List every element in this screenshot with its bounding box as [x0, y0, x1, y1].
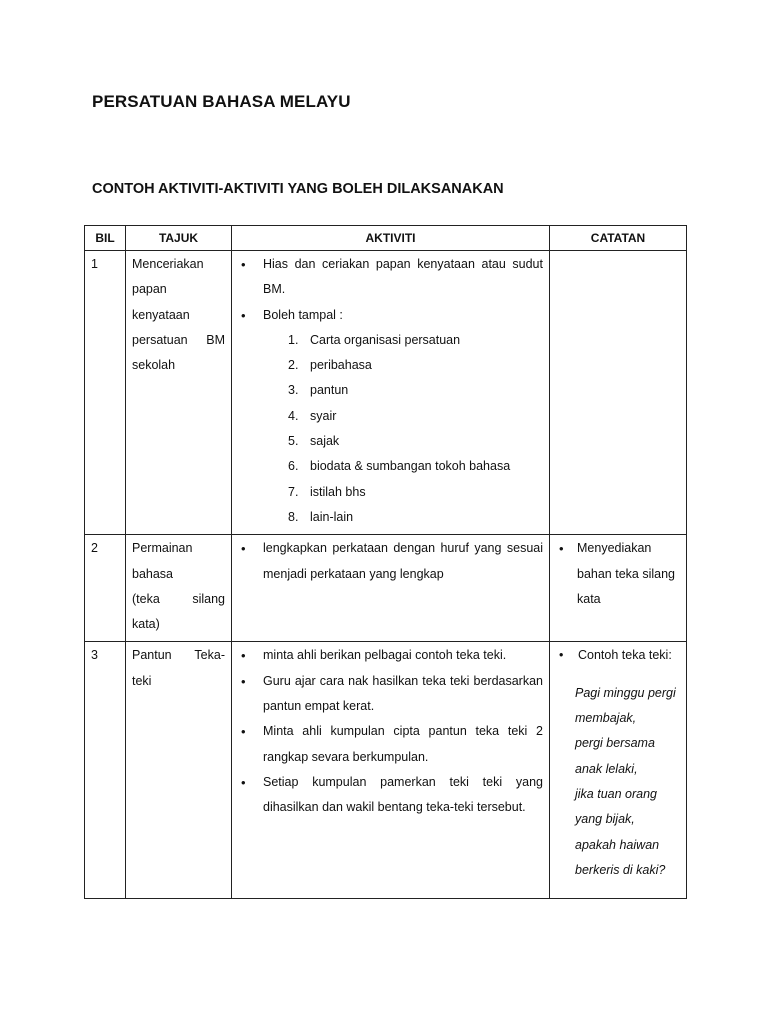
document-subtitle: CONTOH AKTIVITI-AKTIVITI YANG BOLEH DILAKSANAKAN	[92, 181, 504, 197]
item-text: syair	[310, 408, 337, 423]
header-catatan: CATATAN	[550, 226, 687, 251]
cell-tajuk	[126, 535, 232, 642]
poem-line: yang bijak,	[575, 812, 635, 827]
header-tajuk: TAJUK	[126, 226, 232, 251]
list-item	[288, 429, 543, 454]
poem-line: anak lelaki,	[575, 761, 638, 776]
list-item: • Hias dan ceriakan papan kenyataan atau sudut BM.	[238, 252, 543, 303]
cell-tajuk	[126, 642, 232, 899]
bullet-icon: •	[559, 648, 564, 663]
item-number: 3.	[288, 383, 299, 398]
list-item	[288, 454, 543, 479]
cell-bil: 2	[85, 535, 126, 642]
poem-line: pergi bersama	[575, 736, 655, 751]
table-row	[85, 251, 687, 535]
cell-catatan	[550, 535, 687, 642]
item-number: 2.	[288, 358, 299, 373]
cell-aktiviti	[232, 535, 550, 642]
pantun-poem	[556, 681, 680, 883]
list-item: • Minta ahli kumpulan cipta pantun teka teki 2 rangkap sevara berkumpulan.	[238, 719, 543, 770]
cell-catatan	[550, 642, 687, 899]
tajuk-line	[132, 328, 225, 353]
catatan-header-text: Contoh teka teki:	[578, 648, 672, 663]
tajuk-line: (teka silang	[132, 591, 225, 606]
list-item	[288, 353, 543, 378]
tajuk-line: Menceriakan	[132, 257, 204, 271]
document-title: PERSATUAN BAHASA MELAYU	[92, 92, 351, 111]
tajuk-line-text: persatuan BM	[132, 332, 225, 347]
activities-table	[84, 225, 687, 899]
tajuk-line: papan	[132, 282, 167, 297]
item-text: Carta organisasi persatuan	[310, 332, 461, 347]
item-text: pantun	[310, 383, 349, 398]
item-number: 7.	[288, 484, 299, 499]
numbered-list	[238, 328, 543, 530]
catatan-header	[556, 643, 680, 668]
item-text: sajak	[310, 434, 340, 449]
item-number: 8.	[288, 509, 299, 524]
table-row	[85, 642, 687, 899]
aktiviti-list	[238, 252, 543, 328]
item-text: lain-lain	[310, 509, 354, 524]
cell-bil: 1	[85, 251, 126, 535]
list-item	[288, 328, 543, 353]
tajuk-line: sekolah	[132, 358, 176, 373]
cell-aktiviti	[232, 642, 550, 899]
item-number: 5.	[288, 434, 299, 449]
list-item: • Setiap kumpulan pamerkan teki teki yang dihasilkan dan wakil bentang teka-teki tersebut.	[238, 770, 543, 821]
catatan-list	[556, 536, 680, 612]
table-header-row	[85, 226, 687, 251]
aktiviti-list	[238, 536, 543, 587]
poem-line: Pagi minggu pergi	[575, 685, 676, 700]
list-item: • Boleh tampal :	[238, 303, 543, 328]
list-item: • Guru ajar cara nak hasilkan teka teki berdasarkan pantun empat kerat.	[238, 669, 543, 720]
tajuk-line: teki	[132, 673, 152, 688]
item-number: 4.	[288, 408, 299, 423]
list-item: • Menyediakan bahan teka silang kata	[556, 536, 680, 612]
aktiviti-list	[238, 643, 543, 820]
tajuk-line: Pantun Teka-	[132, 648, 225, 663]
tajuk-line: kenyataan	[132, 307, 190, 322]
table-row	[85, 535, 687, 642]
poem-line: jika tuan orang	[575, 786, 658, 801]
item-text: istilah bhs	[310, 484, 366, 499]
list-item: • lengkapkan perkataan dengan huruf yang sesuai menjadi perkataan yang lengkap	[238, 536, 543, 587]
list-item: • minta ahli berikan pelbagai contoh teka teki.	[238, 643, 543, 668]
item-text: peribahasa	[310, 358, 372, 373]
item-number: 6.	[288, 459, 299, 474]
tajuk-line: bahasa	[132, 566, 174, 581]
cell-bil: 3	[85, 642, 126, 899]
header-bil: BIL	[85, 226, 126, 251]
item-text: biodata & sumbangan tokoh bahasa	[310, 459, 511, 474]
cell-aktiviti	[232, 251, 550, 535]
tajuk-line: Permainan	[132, 541, 193, 556]
cell-tajuk	[126, 251, 232, 535]
list-item	[288, 480, 543, 505]
list-item	[288, 505, 543, 530]
list-item	[288, 378, 543, 403]
cell-catatan	[550, 251, 687, 535]
tajuk-line: kata)	[132, 617, 160, 632]
header-aktiviti: AKTIVITI	[232, 226, 550, 251]
poem-line: berkeris di kaki?	[575, 862, 666, 877]
list-item	[288, 404, 543, 429]
item-number: 1.	[288, 332, 299, 347]
poem-line: membajak,	[575, 711, 637, 726]
poem-line: apakah haiwan	[575, 837, 660, 852]
